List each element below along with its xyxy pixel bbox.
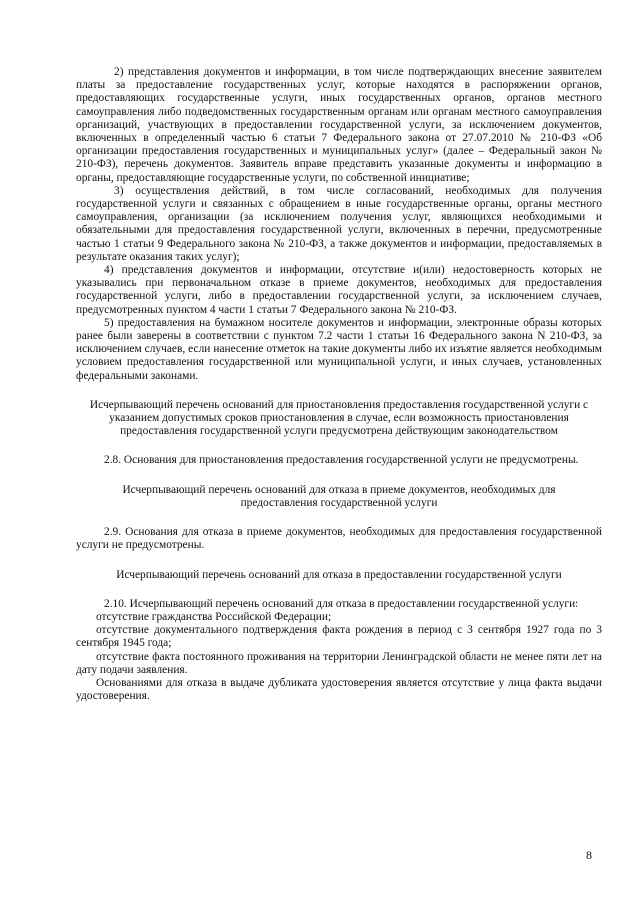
page-number: 8: [586, 848, 592, 862]
section-2-9-paragraph: 2.9. Основания для отказа в приеме документов, необходимых для предоставления государственной услуги не предусмотрены.: [76, 526, 602, 552]
item-5-paragraph: 5) предоставления на бумажном носителе документов и информации, электронные образы которых ранее были заверены в соответствии с пунктом 7.2 части 1 статьи 16 Федерального закона N 210-ФЗ, за исключением случаев, если нанесение отметок на такие документы либо их изъятие является необходимым условием предоставления государственной или муниципальной услуги, и иных случаев, установленных федеральными законами.: [76, 316, 602, 382]
section-2-10-paragraph: 2.10. Исчерпывающий перечень оснований для отказа в предоставлении государственной услуги:: [104, 597, 579, 610]
item-2-paragraph: 2) представления документов и информации, в том числе подтверждающих внесение заявителем платы за предоставление государственных услуг, которые находятся в распоряжении органов, предоставляющих государственные услуги, иных государственных органов, органов местного самоуправления либо подведомственных государственным органам или органам местного самоуправления организаций, участвующих в предоставлении государственной услуги, за исключением документов, включенных в определенный частью 6 статьи 7 Федерального закона от 27.07.2010 № 210-ФЗ «Об организации предоставления государственных и муниципальных услуг» (далее – Федеральный закон № 210-ФЗ), перечень документов. Заявитель вправе представить указанные документы и информацию в органы, предоставляющие государственные услуги, по собственной инициативе;: [76, 66, 602, 184]
heading-suspension: Исчерпывающий перечень оснований для приостановления предоставления государственной услуги с указанием допустимых сроков приостановления в случае, если возможность приостановления предоставления государственной услуги предусмотрена действующим законодательством: [89, 398, 589, 438]
refusal-reason-residence: отсутствие факта постоянного проживания на территории Ленинградской области не менее пяти лет на дату подачи заявления.: [76, 650, 602, 676]
document-body: [76, 66, 602, 703]
heading-refusal-service: Исчерпывающий перечень оснований для отказа в предоставлении государственной услуги: [116, 568, 562, 581]
section-2-8-paragraph: 2.8. Основания для приостановления предоставления государственной услуги не предусмотрены.: [104, 454, 579, 467]
refusal-reason-birth-proof: отсутствие документального подтверждения факта рождения в период с 3 сентября 1927 года по 3 сентября 1945 года;: [76, 624, 602, 650]
item-4-paragraph: 4) представления документов и информации, отсутствие и(или) недостоверность которых не указывались при первоначальном отказе в приеме документов, необходимых для предоставления государственной услуги, либо в предоставлении государственной услуги, за исключением случаев, предусмотренных пунктом 4 части 1 статьи 7 Федерального закона № 210-ФЗ.: [76, 264, 602, 316]
duplicate-refusal-paragraph: Основаниями для отказа в выдаче дубликата удостоверения является отсутствие у лица факта выдачи удостоверения.: [76, 676, 602, 703]
heading-refusal-documents: Исчерпывающий перечень оснований для отказа в приеме документов, необходимых для предоставления государственной услуги: [122, 483, 556, 509]
refusal-reason-citizenship: отсутствие гражданства Российской Федерации;: [96, 610, 332, 623]
item-3-paragraph: 3) осуществления действий, в том числе согласований, необходимых для получения государственной услуги и связанных с обращением в иные государственные органы, органы местного самоуправления, организации (за исключением получения услуг, являющихся необходимыми и обязательными для предоставления государственной услуги, включенных в перечни, предусмотренные частью 1 статьи 9 Федерального закона № 210-ФЗ, а также документов и информации, предоставляемых в результате оказания таких услуг);: [76, 184, 602, 263]
